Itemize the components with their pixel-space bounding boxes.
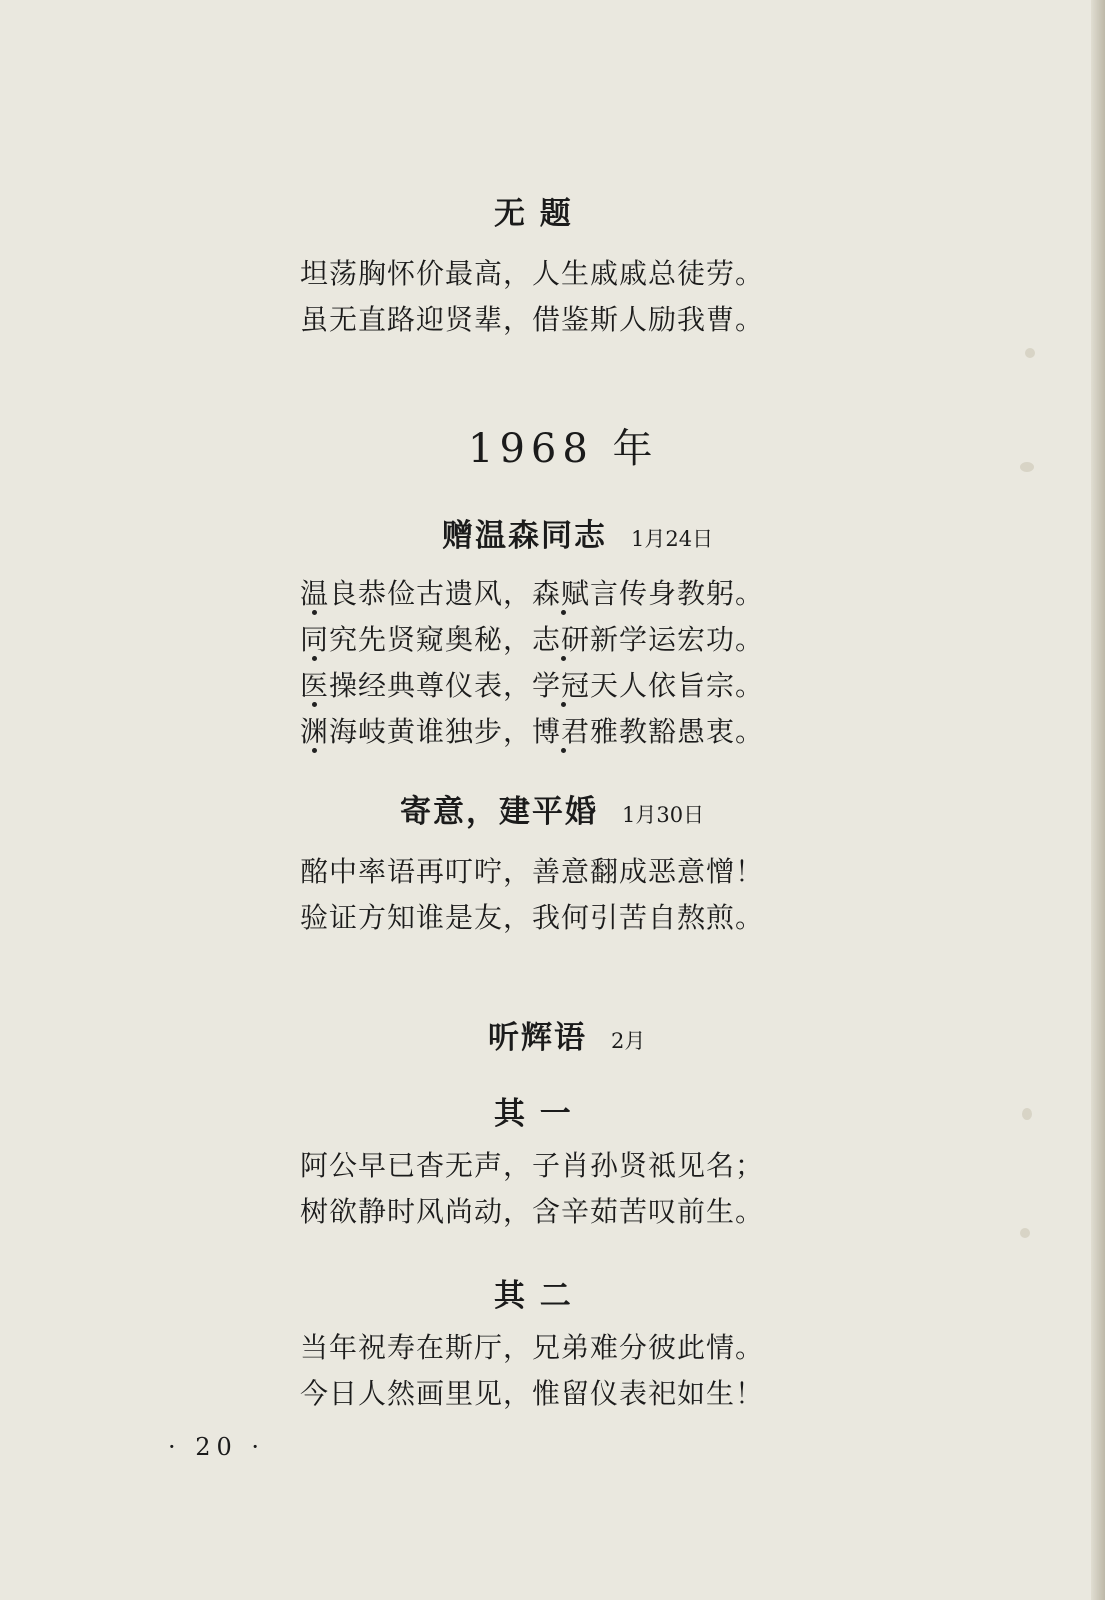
poem-line: 验证方知谁是友，我何引苦自熬煎。 — [300, 901, 765, 934]
poem-subtitle-text: 其 二 — [494, 1278, 573, 1314]
poem-title-text: 无 题 — [494, 196, 573, 232]
emphasis-dot — [561, 748, 566, 753]
emphasis-dot — [312, 656, 317, 661]
poem-line: 同究先贤窥奥秘，志研新学运宏功。 — [300, 623, 765, 656]
poem-subtitle — [494, 1088, 573, 1133]
emphasis-dot — [561, 656, 566, 661]
year-heading: 1968 年 — [468, 426, 659, 472]
poem-title — [488, 1012, 645, 1057]
emphasis-dot — [312, 610, 317, 615]
poem-title-text: 赠温森同志 — [442, 518, 607, 554]
paper-stain — [1022, 1108, 1032, 1120]
paper-stain — [1025, 348, 1035, 358]
poem-date: 1月30日 — [622, 803, 705, 827]
emphasis-dot — [312, 748, 317, 753]
paper-stain — [1020, 1228, 1030, 1238]
paper-stain — [1020, 462, 1034, 472]
emphasis-dot — [561, 610, 566, 615]
poem-subtitle — [494, 1270, 573, 1315]
poem-line: 当年祝寿在斯厅，兄弟难分彼此情。 — [300, 1331, 765, 1364]
poem-date: 2月 — [611, 1029, 646, 1053]
poem-line: 医操经典尊仪表，学冠天人依旨宗。 — [300, 669, 765, 702]
poem-title-text: 寄意，建平婚 — [400, 794, 598, 830]
poem-line: 渊海岐黄谁独步，博君雅教豁愚衷。 — [300, 715, 765, 748]
page-edge — [1091, 0, 1105, 1600]
poem-title — [400, 786, 704, 831]
poem-title — [442, 510, 713, 555]
page-number: · 20 · — [168, 1433, 266, 1461]
poem-line: 虽无直路迎贤辈，借鉴斯人励我曹。 — [300, 303, 765, 336]
poem-line: 酩中率语再叮咛，善意翻成恶意憎！ — [300, 855, 765, 888]
poem-line: 温良恭俭古遗风，森赋言传身教躬。 — [300, 577, 765, 610]
poem-line: 树欲静时风尚动，含辛茹苦叹前生。 — [300, 1195, 765, 1228]
poem-subtitle-text: 其 一 — [494, 1096, 573, 1132]
poem-line: 阿公早已杳无声，子肖孙贤祗见名； — [300, 1149, 765, 1182]
poem-date: 1月24日 — [631, 527, 714, 551]
poem-title — [494, 188, 573, 233]
poem-line: 坦荡胸怀价最高，人生戚戚总徒劳。 — [300, 257, 765, 290]
poem-title-text: 听辉语 — [488, 1020, 587, 1056]
emphasis-dot — [561, 702, 566, 707]
poem-line: 今日人然画里见，惟留仪表祀如生！ — [300, 1377, 765, 1410]
emphasis-dot — [312, 702, 317, 707]
